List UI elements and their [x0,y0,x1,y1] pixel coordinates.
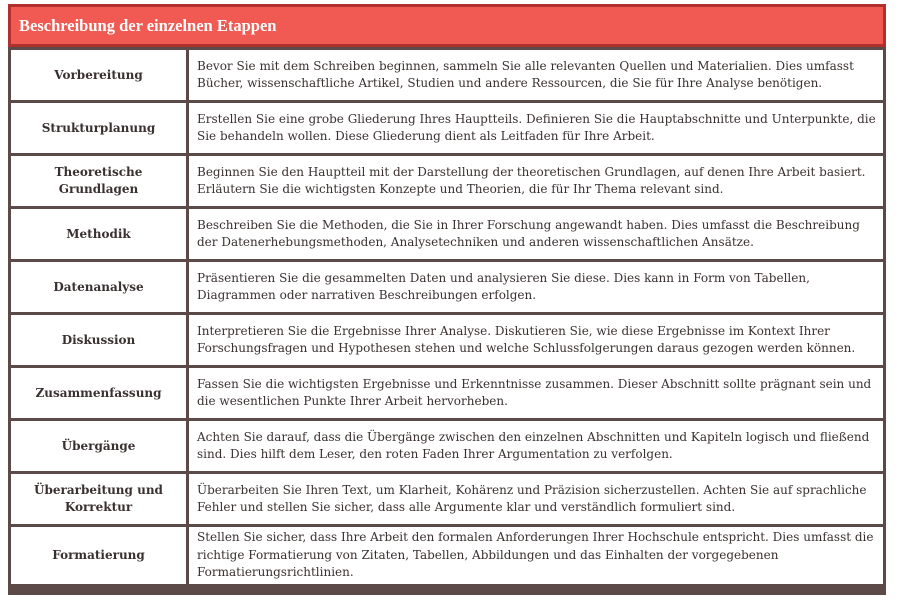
stage-description: Stellen Sie sicher, dass Ihre Arbeit den formalen Anforderungen Ihrer Hochschule entspricht. Dies umfasst die richtige Formatierung von Zitaten, Tabellen, Abbildungen und das Einhalten der vorgegebenen Formatierungsrichtlinien. [189,527,883,584]
stage-description: Interpretieren Sie die Ergebnisse Ihrer Analyse. Diskutieren Sie, wie diese Ergebnisse im Kontext Ihrer Forschungsfragen und Hypothesen stehen und welche Schlussfolgerungen daraus gezogen werden können. [189,315,883,365]
table-row [11,527,883,584]
stage-name: Diskussion [11,315,186,365]
stage-name: Zusammenfassung [11,368,186,418]
table-body [11,50,883,584]
table-row [11,474,883,524]
table-row [11,421,883,471]
table-row [11,368,883,418]
stage-description: Fassen Sie die wichtigsten Ergebnisse und Erkenntnisse zusammen. Dieser Abschnitt sollte prägnant sein und die wesentlichen Punkte Ihrer Arbeit hervorheben. [189,368,883,418]
stage-description: Präsentieren Sie die gesammelten Daten und analysieren Sie diese. Dies kann in Form von Tabellen, Diagrammen oder narrativen Beschreibungen erfolgen. [189,262,883,312]
stage-name: Formatierung [11,527,186,584]
stage-name: Datenanalyse [11,262,186,312]
stage-name: Vorbereitung [11,50,186,100]
table-row [11,103,883,153]
stage-name: Methodik [11,209,186,259]
stage-name: Übergänge [11,421,186,471]
stage-description: Überarbeiten Sie Ihren Text, um Klarheit, Kohärenz und Präzision sicherzustellen. Achten Sie auf sprachliche Fehler und stellen Sie sicher, dass alle Argumente klar und verständlich formuliert sind. [189,474,883,524]
stage-description: Beschreiben Sie die Methoden, die Sie in Ihrer Forschung angewandt haben. Dies umfasst die Beschreibung der Datenerhebungsmethoden, Analysetechniken und anderen wissenschaftlichen Ansätze. [189,209,883,259]
stage-description: Bevor Sie mit dem Schreiben beginnen, sammeln Sie alle relevanten Quellen und Materialien. Dies umfasst Bücher, wissenschaftliche Artikel, Studien und andere Ressourcen, die Sie für Ihre Analyse benötigen. [189,50,883,100]
table-row [11,209,883,259]
table-row [11,262,883,312]
table-title: Beschreibung der einzelnen Etappen [8,4,886,47]
stage-description: Achten Sie darauf, dass die Übergänge zwischen den einzelnen Abschnitten und Kapiteln logisch und fließend sind. Dies hilft dem Leser, den roten Faden Ihrer Argumentation zu verfolgen. [189,421,883,471]
stage-description: Erstellen Sie eine grobe Gliederung Ihres Hauptteils. Definieren Sie die Hauptabschnitte und Unterpunkte, die Sie behandeln wollen. Diese Gliederung dient als Leitfaden für Ihre Arbeit. [189,103,883,153]
stage-name: Theoretische Grundlagen [11,156,186,206]
table-row [11,156,883,206]
stage-name: Überarbeitung und Korrektur [11,474,186,524]
table-row [11,50,883,100]
stage-description: Beginnen Sie den Hauptteil mit der Darstellung der theoretischen Grundlagen, auf denen Ihre Arbeit basiert. Erläutern Sie die wichtigsten Konzepte und Theorien, die für Ihr Thema relevant sind. [189,156,883,206]
stage-name: Strukturplanung [11,103,186,153]
stages-table [8,4,886,595]
table-row [11,315,883,365]
